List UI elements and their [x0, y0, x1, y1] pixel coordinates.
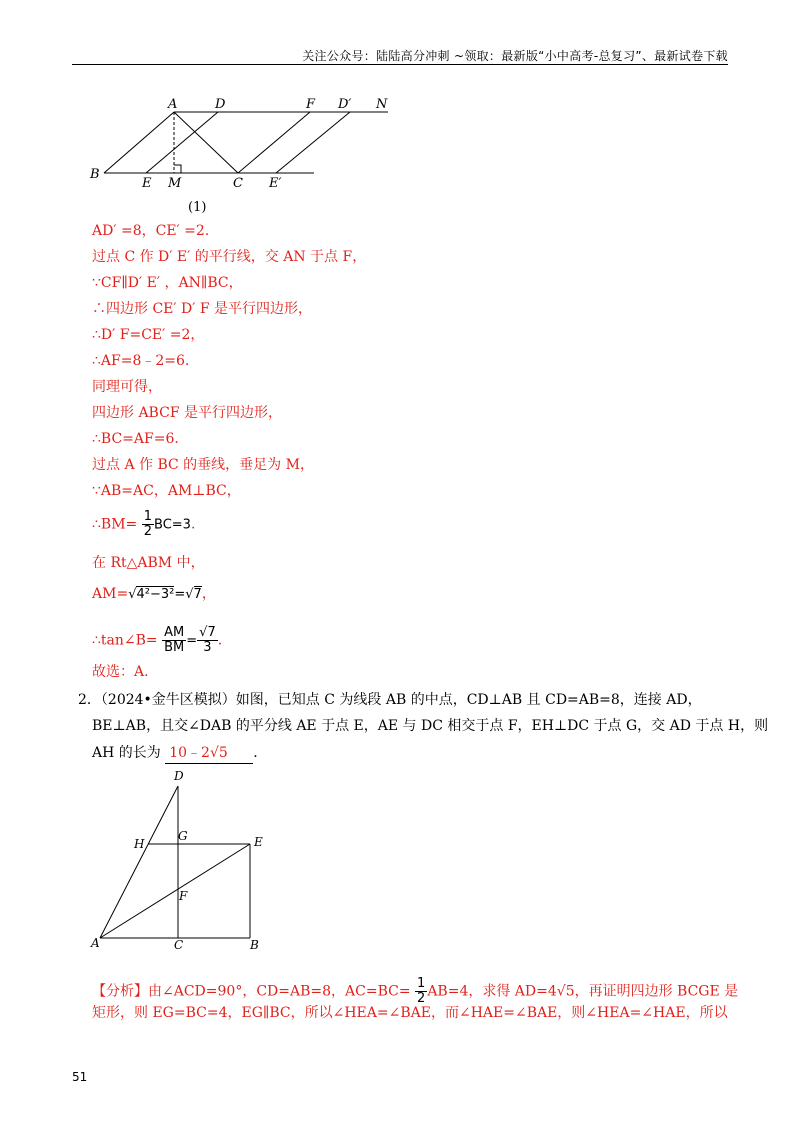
solution-line-7: 同理可得， [92, 379, 162, 395]
label-Dprime: D′ [338, 97, 352, 112]
label-C: C [233, 176, 243, 191]
label-B: B [250, 938, 259, 952]
solution-line-10: 过点 A 作 BC 的垂线，垂足为 M， [92, 457, 314, 473]
fraction-am-bm [162, 626, 186, 655]
fraction-denominator: 2 [143, 524, 152, 539]
segment-AB [104, 112, 174, 173]
label-A: A [168, 97, 178, 112]
am-end: ， [201, 586, 216, 602]
solution-line-5: ∴D′ F=CE′ =2， [92, 327, 205, 343]
label-B: B [90, 167, 100, 182]
solution-line-9: ∴BC=AF=6. [92, 431, 179, 447]
figure-1-caption: (1) [188, 200, 207, 215]
solution-line-2: 过点 C 作 D′ E′ 的平行线，交 AN 于点 F， [92, 249, 367, 265]
label-A: A [91, 936, 100, 950]
am-eq: = [174, 587, 186, 602]
page-number: 51 [72, 1070, 88, 1084]
label-F: F [306, 97, 316, 112]
fraction-root7-3 [197, 626, 218, 655]
am-prefix: AM= [92, 586, 129, 602]
label-N: N [376, 97, 388, 112]
question-2-end: . [253, 745, 258, 761]
label-H: H [134, 837, 145, 851]
fraction-am: AM [162, 626, 186, 641]
fraction-bm: BM [164, 640, 185, 655]
analysis-fraction-num: 1 [417, 976, 426, 991]
solution-line-6: ∴AF=8﹣2=6. [92, 353, 190, 369]
fraction-three: 3 [203, 640, 212, 655]
bm-end: . [190, 516, 196, 533]
fraction-root7: √7 [199, 625, 216, 640]
analysis-part-b: AB=4，求得 AD=4√5，再证明四边形 BCGE 是 [427, 983, 739, 1000]
analysis-fraction [415, 977, 427, 1006]
segment-EpDp [276, 112, 350, 173]
solution-line-bm [92, 510, 195, 539]
analysis-fraction-den: 2 [417, 991, 426, 1006]
figure-1-diagram [88, 94, 398, 204]
analysis-line-1 [92, 977, 738, 1006]
right-angle-mark [174, 165, 181, 173]
label-F: F [179, 889, 188, 903]
bm-tail: BC=3 [154, 517, 191, 533]
label-E: E [142, 176, 152, 191]
solution-line-4: ∴四边形 CE′ D′ F 是平行四边形， [92, 301, 313, 317]
bm-prefix: ∴BM= [92, 516, 138, 533]
am-radicand: 4²−3² [136, 587, 175, 602]
am-radical: √4²−3²=√7 [128, 587, 202, 602]
solution-line-16: 故选：A. [92, 664, 149, 680]
analysis-part-a: 【分析】由∠ACD=90°，CD=AB=8，AC=BC= [92, 983, 411, 1000]
label-D: D [215, 97, 226, 112]
figure-2-diagram [88, 766, 278, 952]
label-M: M [168, 176, 182, 191]
tan-prefix: ∴tan∠B= [92, 632, 158, 649]
tan-end: . [217, 632, 223, 649]
label-G: G [178, 829, 188, 843]
label-E: E [254, 835, 263, 849]
fraction-one-half [142, 510, 154, 539]
segment-ED [146, 112, 218, 173]
solution-line-1: AD′ =8，CE′ =2. [92, 223, 210, 239]
solution-line-11: ∵AB=AC，AM⊥BC， [92, 483, 241, 499]
label-C: C [174, 938, 184, 952]
fraction-numerator: 1 [143, 509, 152, 524]
question-2-line-2: BE⊥AB，且交∠DAB 的平分线 AE 于点 E，AE 与 DC 相交于点 F，EH⊥DC 于点 G，交 AD 于点 H，则 [92, 718, 769, 734]
tan-eq: = [186, 633, 198, 649]
segment-CF [238, 112, 310, 173]
solution-line-13: 在 Rt△ABM 中， [92, 555, 205, 571]
label-D: D [174, 769, 184, 783]
label-Eprime: E′ [269, 176, 282, 191]
am-root-value: 7 [193, 587, 202, 602]
solution-line-am [92, 584, 216, 605]
segment-AE [100, 844, 250, 938]
answer-blank: 10﹣2√5 [165, 743, 253, 764]
header-text: 关注公众号：陆陆高分冲刺 ~领取：最新版“小中高考-总复习”、最新试卷下载 [302, 49, 728, 63]
solution-line-tan [92, 626, 222, 655]
analysis-line-2: 矩形，则 EG=BC=4，EG∥BC，所以∠HEA=∠BAE，而∠HAE=∠BAE，则∠HEA=∠HAE，所以 [92, 1005, 728, 1021]
header-rule [72, 64, 728, 65]
question-2-line-3 [92, 743, 258, 764]
solution-line-3: ∵CF∥D′ E′ ，AN∥BC， [92, 275, 243, 291]
segment-AD [100, 786, 178, 938]
segment-AC [174, 112, 238, 173]
question-2-line-1: 2．（2024•金牛区模拟）如图，已知点 C 为线段 AB 的中点，CD⊥AB 且 CD=AB=8，连接 AD， [78, 692, 702, 708]
solution-line-8: 四边形 ABCF 是平行四边形， [92, 405, 282, 421]
question-2-prompt: AH 的长为 [92, 745, 161, 761]
